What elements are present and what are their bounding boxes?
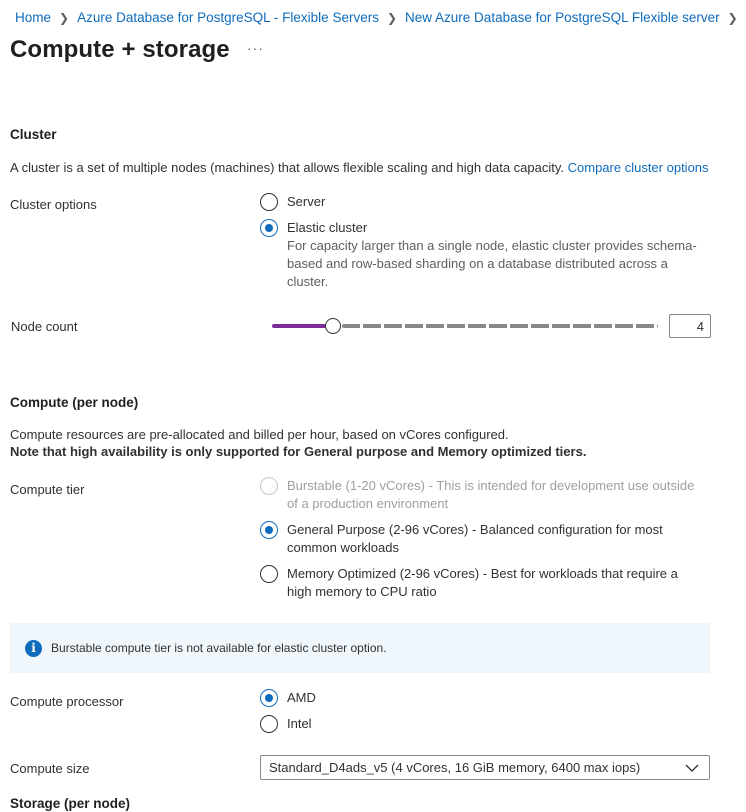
- info-banner-text: Burstable compute tier is not available for elastic cluster option.: [51, 641, 387, 655]
- compare-cluster-options-link[interactable]: Compare cluster options: [567, 160, 709, 175]
- more-options-icon[interactable]: ···: [247, 40, 264, 56]
- slider-filled-track: [272, 324, 326, 328]
- radio-burstable: [260, 477, 278, 495]
- radio-elastic-cluster[interactable]: [260, 219, 278, 237]
- cluster-section-title: Cluster: [10, 127, 57, 142]
- info-icon: i: [25, 640, 42, 657]
- tier-option-burstable: [260, 477, 694, 513]
- compute-tier-label: Compute tier: [10, 482, 85, 497]
- compute-size-value: Standard_D4ads_v5 (4 vCores, 16 GiB memory, 6400 max iops): [269, 760, 641, 775]
- elastic-desc-line-3: cluster.: [287, 274, 329, 289]
- elastic-desc-line-2: based and row-based sharding on a database distributed across a: [287, 256, 668, 271]
- high-availability-note: Note that high availability is only supported for General purpose and Memory optimized tiers.: [10, 444, 587, 459]
- breadcrumb-new-server[interactable]: New Azure Database for PostgreSQL Flexible server: [405, 10, 720, 25]
- tier-option-memory-optimized[interactable]: [260, 565, 678, 601]
- compute-section-title: Compute (per node): [10, 395, 139, 410]
- radio-intel[interactable]: [260, 715, 278, 733]
- chevron-right-icon: ❯: [386, 11, 398, 25]
- processor-option-intel[interactable]: [260, 715, 312, 733]
- memory-optimized-line-1: Memory Optimized (2-96 vCores) - Best for workloads that require a: [287, 566, 678, 581]
- breadcrumb-flexible-servers[interactable]: Azure Database for PostgreSQL - Flexible Servers: [77, 10, 379, 25]
- compute-size-label: Compute size: [10, 761, 90, 776]
- compute-description: Compute resources are pre-allocated and billed per hour, based on vCores configured.: [10, 427, 509, 442]
- info-banner: [10, 623, 710, 673]
- slider-thumb[interactable]: [325, 318, 341, 334]
- burstable-line-1: Burstable (1-20 vCores) - This is intended for development use outside: [287, 478, 695, 493]
- chevron-down-icon: [675, 764, 709, 772]
- memory-optimized-line-2: high memory to CPU ratio: [287, 584, 437, 599]
- cluster-description-text: A cluster is a set of multiple nodes (machines) that allows flexible scaling and high data capacity.: [10, 160, 564, 175]
- burstable-line-2: of a production environment: [287, 496, 449, 511]
- chevron-right-icon: ❯: [59, 11, 70, 25]
- chevron-right-icon: ❯: [727, 11, 738, 25]
- radio-server[interactable]: [260, 193, 278, 211]
- storage-section-title: Storage (per node): [10, 796, 131, 811]
- cluster-description: [10, 159, 709, 176]
- radio-amd-label: AMD: [287, 690, 316, 705]
- radio-intel-label: Intel: [287, 716, 312, 731]
- page-title: Compute + storage: [10, 36, 230, 63]
- cluster-option-server[interactable]: [260, 193, 325, 211]
- radio-general-purpose[interactable]: [260, 521, 278, 539]
- processor-option-amd[interactable]: [260, 689, 316, 707]
- radio-server-label: Server: [287, 194, 326, 209]
- radio-memory-optimized[interactable]: [260, 565, 278, 583]
- cluster-options-label: Cluster options: [10, 197, 97, 212]
- radio-elastic-label: Elastic cluster: [287, 220, 368, 235]
- slider-remaining-track: [342, 324, 658, 328]
- compute-processor-label: Compute processor: [10, 694, 124, 709]
- node-count-input[interactable]: [669, 314, 711, 338]
- tier-option-general-purpose[interactable]: [260, 521, 663, 557]
- cluster-option-elastic[interactable]: [260, 219, 710, 291]
- compute-size-select[interactable]: [260, 755, 710, 780]
- general-purpose-line-2: common workloads: [287, 540, 399, 555]
- breadcrumb-home[interactable]: Home: [15, 10, 52, 25]
- breadcrumb: [15, 9, 746, 27]
- elastic-desc-line-1: For capacity larger than a single node, elastic cluster provides schema-: [287, 238, 697, 253]
- node-count-slider[interactable]: [272, 317, 658, 335]
- radio-amd[interactable]: [260, 689, 278, 707]
- general-purpose-line-1: General Purpose (2-96 vCores) - Balanced configuration for most: [287, 522, 663, 537]
- node-count-label: Node count: [11, 319, 78, 334]
